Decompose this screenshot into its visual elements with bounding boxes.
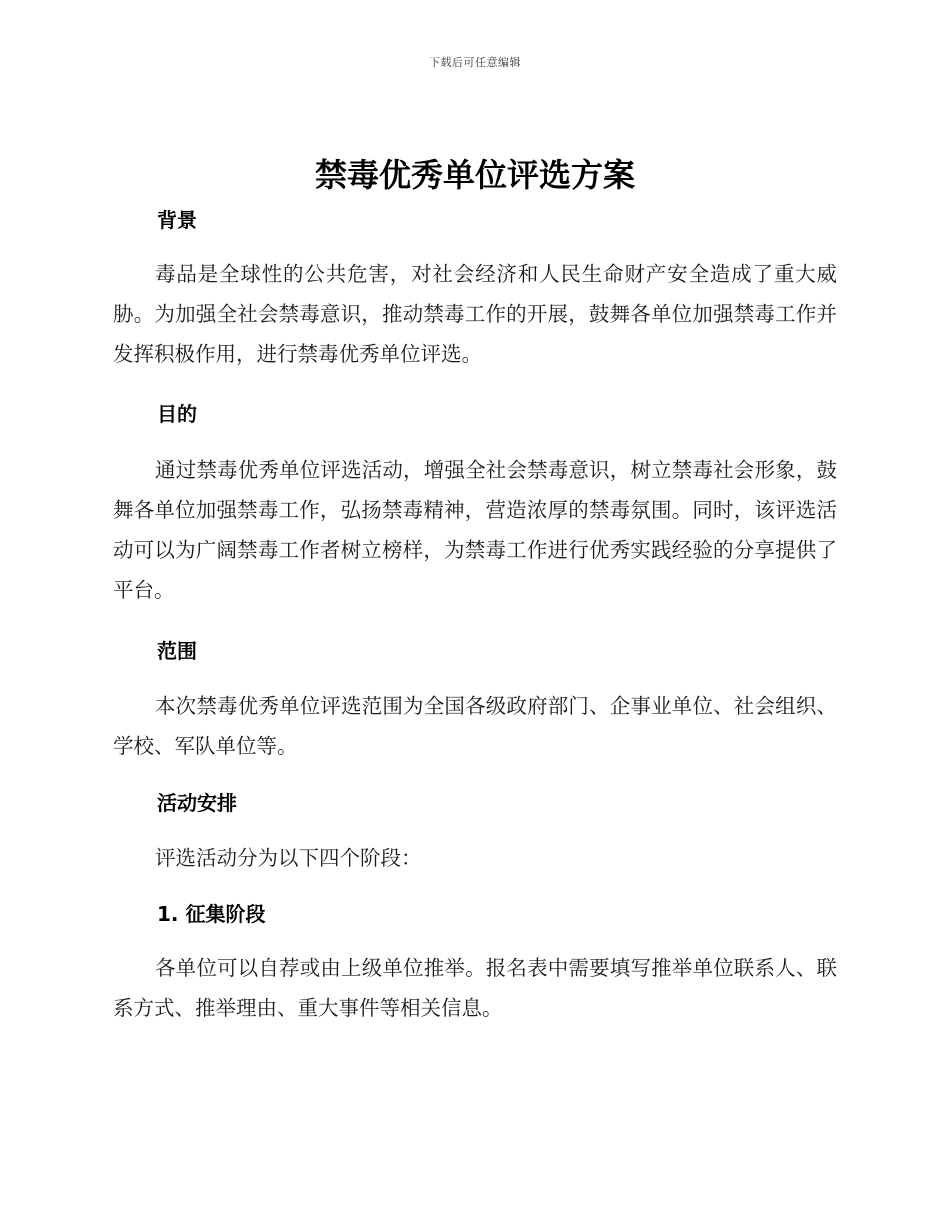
section-paragraph-collection-stage: 各单位可以自荐或由上级单位推举。报名表中需要填写推举单位联系人、联系方式、推举理由、重大事件等相关信息。 (113, 956, 837, 1020)
section-heading-purpose: 目的 (157, 402, 197, 426)
section-heading-scope: 范围 (157, 639, 197, 663)
header-note: 下载后可任意编辑 (429, 56, 521, 69)
section-paragraph-arrangement: 评选活动分为以下四个阶段： (155, 846, 422, 870)
section-paragraph-purpose: 通过禁毒优秀单位评选活动，增强全社会禁毒意识，树立禁毒社会形象，鼓舞各单位加强禁毒工作，弘扬禁毒精神，营造浓厚的禁毒氛围。同时，该评选活动可以为广阔禁毒工作者树立榜样，为禁毒工作进行优秀实践经验的分享提供了平台。 (113, 458, 837, 602)
document-title: 禁毒优秀单位评选方案 (314, 156, 635, 194)
section-paragraph-background: 毒品是全球性的公共危害，对社会经济和人民生命财产安全造成了重大威胁。为加强全社会禁毒意识，推动禁毒工作的开展，鼓舞各单位加强禁毒工作并发挥积极作用，进行禁毒优秀单位评选。 (113, 262, 837, 366)
section-heading-collection-stage: 1. 征集阶段 (157, 902, 266, 926)
section-heading-background: 背景 (157, 208, 197, 232)
section-heading-arrangement: 活动安排 (157, 791, 237, 815)
section-paragraph-scope: 本次禁毒优秀单位评选范围为全国各级政府部门、企事业单位、社会组织、学校、军队单位等。 (113, 694, 837, 758)
